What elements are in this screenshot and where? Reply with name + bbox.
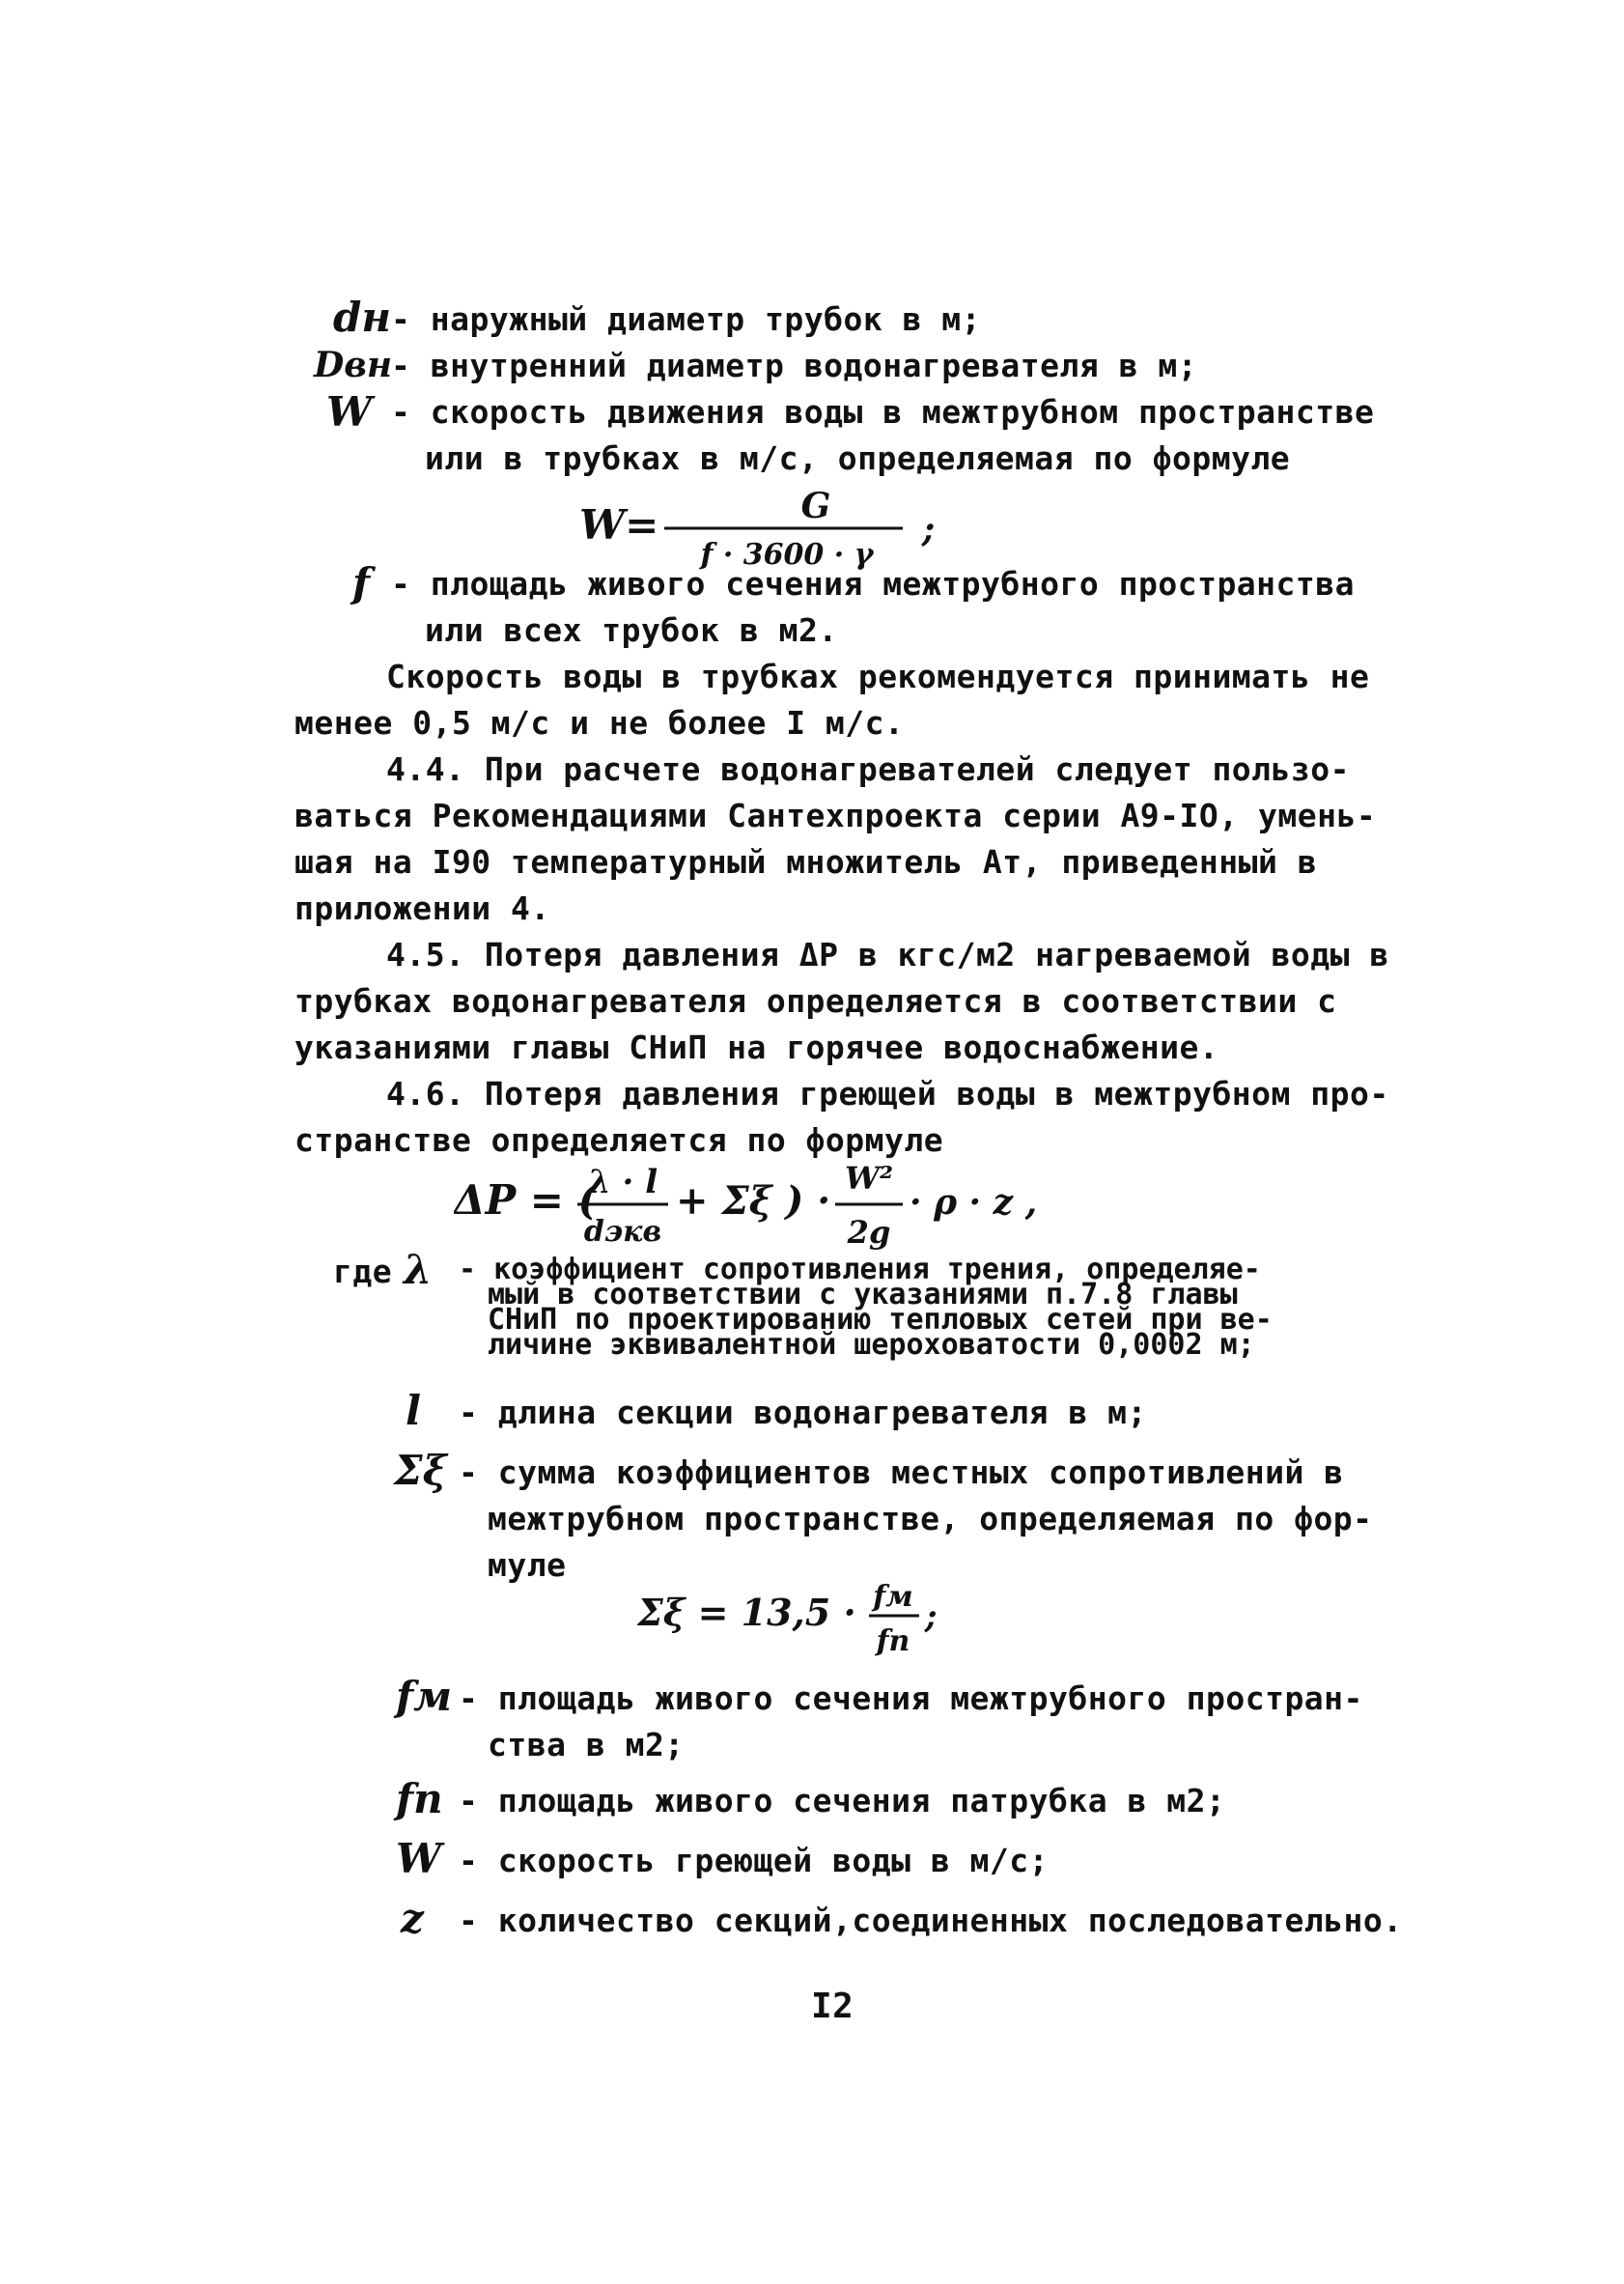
paragraph-line: шая на I90 температурный множитель Aт, приведенный в <box>294 843 1318 881</box>
formula-dp-frac2-den: 2g <box>847 1214 891 1251</box>
paragraph-line: трубках водонагревателя определяется в соответствии с <box>294 982 1337 1020</box>
formula-sum-tail: ; <box>925 1597 938 1636</box>
paragraph-line: приложении 4. <box>294 889 550 927</box>
paragraph-line: 4.4. При расчете водонагревателей следует пользо- <box>386 750 1351 788</box>
symbol-dvn: Dвн <box>314 345 393 385</box>
paragraph-line: указаниями главы СНиП на горячее водоснабжение. <box>294 1029 1219 1066</box>
symbol-l: l <box>406 1387 421 1434</box>
formula-velocity <box>579 483 946 574</box>
definition-fm-continuation: ства в м2; <box>488 1726 685 1763</box>
definition-w-continuation: или в трубках в м/с, определяемая по формуле <box>425 439 1291 477</box>
symbol-z: z <box>401 1895 424 1942</box>
formula-sum-numerator: fм <box>873 1580 913 1614</box>
definition-fp: - площадь живого сечения патрубка в м2; <box>459 1782 1226 1819</box>
definition-sum-line: - сумма коэффициентов местных сопротивлений в <box>459 1453 1344 1491</box>
symbol-f: f <box>352 559 371 606</box>
paragraph-line: ваться Рекомендациями Сантехпроекта серии А9-IO, умень- <box>294 797 1377 834</box>
page-number: I2 <box>811 1987 854 2026</box>
paragraph-line: 4.6. Потеря давления греющей воды в межтрубном про- <box>386 1075 1389 1113</box>
where-label: где <box>333 1253 393 1290</box>
formula-dp-sum-term: + Σξ ) · <box>676 1178 831 1224</box>
formula-sum-denominator: fп <box>876 1624 910 1658</box>
definition-sum-line: межтрубном пространстве, определяемая по фор- <box>488 1500 1373 1537</box>
formula-sum-local <box>637 1569 956 1670</box>
formula-pressure-loss <box>454 1154 1052 1264</box>
paragraph-line: Скорость воды в трубках рекомендуется принимать не <box>386 658 1370 695</box>
symbol-sum-xi: Σξ <box>394 1447 447 1494</box>
paragraph-line: странстве определяется по формуле <box>294 1121 944 1159</box>
symbol-fm: fм <box>396 1673 452 1720</box>
symbol-w: W <box>326 388 373 436</box>
formula-dp-tail: · ρ · z , <box>910 1182 1038 1223</box>
definition-w: - скорость движения воды в межтрубном пространстве <box>391 393 1375 431</box>
definition-dvn: - внутренний диаметр водонагревателя в м; <box>391 347 1198 384</box>
definition-f: - площадь живого сечения межтрубного пространства <box>391 565 1356 603</box>
definition-l: - длина секции водонагревателя в м; <box>459 1394 1147 1431</box>
formula-dp-frac1-num: λ · l <box>587 1163 658 1201</box>
definition-dn: - наружный диаметр трубок в м; <box>391 300 982 338</box>
formula-w-lhs: W= <box>579 501 659 549</box>
paragraph-line: 4.5. Потеря давления ΔP в кгс/м2 нагреваемой воды в <box>386 936 1389 973</box>
paragraph-line: менее 0,5 м/с и не более I м/с. <box>294 704 905 742</box>
formula-dp-lhs: ΔP = ( <box>454 1176 598 1224</box>
definition-lambda-line: СНиП по проектированию тепловых сетей при ве- <box>488 1303 1273 1337</box>
definition-lambda-line: - коэффициент сопротивления трения, определяе- <box>459 1253 1261 1286</box>
definition-sum-line: муле <box>488 1546 567 1584</box>
formula-dp-frac1-den: dэкв <box>583 1215 662 1249</box>
formula-dp-frac2-num: W² <box>845 1160 893 1197</box>
formula-w-tail: ; <box>922 509 936 550</box>
formula-sum-lhs: Σξ = 13,5 · <box>637 1591 856 1634</box>
definition-lambda-line: личине эквивалентной шероховатости 0,0002 м; <box>488 1328 1255 1362</box>
symbol-dn: dн <box>333 294 391 341</box>
definition-fm: - площадь живого сечения межтрубного простран- <box>459 1679 1363 1717</box>
symbol-w-bottom: W <box>396 1835 442 1882</box>
definition-z: - количество секций,соединенных последовательно. <box>459 1902 1403 1939</box>
formula-w-denominator: f · 3600 · γ <box>700 538 874 570</box>
symbol-fp: fп <box>396 1775 443 1822</box>
formula-w-numerator: G <box>800 486 831 526</box>
symbol-lambda: λ <box>404 1246 433 1293</box>
definition-w-bottom: - скорость греющей воды в м/с; <box>459 1842 1050 1879</box>
definition-lambda-line: мый в соответствии с указаниями п.7.8 главы <box>488 1278 1238 1311</box>
definition-f-continuation: или всех трубок в м2. <box>425 611 838 649</box>
